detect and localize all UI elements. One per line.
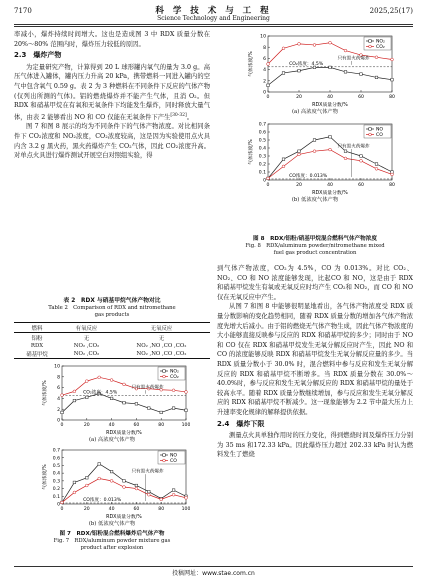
paragraph: 图 7 和图 8 展示的均为不同条件下的气体产物浓度。对比相同条件下 CO₂浓度和 NO₂浓度，CO₂浓度较高，这是因为实验使用点火具内含 3.2 g 黑火药，黑火药爆炸产生 CO₂气体，因此 CO₂浓度升高。对单点火具进行爆炸测试开展空白对照组实验，得 (14, 123, 210, 160)
x-axis-label: RDX质量分数/% (312, 191, 348, 196)
data-point (344, 150, 347, 153)
y-tick-label: 6 (263, 57, 266, 62)
y-tick-label: 0.1 (258, 170, 266, 176)
data-point (85, 380, 88, 383)
data-point (344, 71, 347, 74)
series-line (268, 67, 392, 85)
table-cell: 铝粉 (31, 335, 43, 342)
legend-label: NO₂ (170, 369, 179, 375)
data-point (172, 493, 175, 496)
header-rule-thin (14, 26, 413, 27)
y-tick-label: 0 (57, 502, 60, 508)
data-point (375, 56, 378, 59)
y-tick-label: 4 (263, 68, 266, 74)
data-point (313, 139, 316, 142)
data-point (61, 394, 64, 397)
data-point (110, 379, 113, 382)
left-column-text (14, 30, 210, 161)
table-caption (14, 298, 210, 320)
y-tick-label: 0.7 (52, 448, 60, 454)
x-axis-label: RDX质量分数/% (106, 431, 142, 436)
data-point (391, 173, 394, 176)
table-header-row (14, 323, 210, 333)
data-point (267, 84, 270, 87)
y-tick-label: 8 (57, 375, 60, 381)
table-cell: 无 (83, 335, 90, 342)
data-point (61, 411, 64, 414)
data-point (172, 489, 175, 492)
legend-label: CO (376, 133, 383, 139)
footer-url: 投稿网址：www.stae.com.cn (172, 570, 255, 577)
table-row (14, 349, 210, 359)
x-tick-label: 0 (266, 183, 270, 188)
table-cell: NO₂ ,NO ,CO ,CO₂ (136, 342, 187, 349)
data-point (172, 407, 175, 410)
legend-marker (163, 370, 166, 373)
fig7b-subcaption: (b) 低浓度气体产物 (88, 521, 136, 527)
x-axis-label: RDX质量分数/% (312, 103, 348, 108)
legend-label: NO (376, 127, 384, 133)
data-point (61, 501, 64, 504)
paragraph: 到气体产物浓度，CO₂为 4.5%，CO 为 0.013%。对比 CO₂、NO₂、CO 和 NO 浓度能够发现，比起CO 和 NO，这是由于 RDX 和硝基甲烷发生有氧或无氧反应时均产生 CO₂和 NO₂，而 CO 和 NO 仅在无氧反应中产生。 (217, 265, 413, 301)
table-row (14, 333, 210, 343)
data-point (73, 491, 76, 494)
data-point (375, 76, 378, 79)
data-point (98, 376, 101, 379)
journal-subtitle: Science Technology and Engineering (157, 15, 270, 22)
y-tick-label: 4 (57, 397, 60, 402)
table-header-cell: 无氧反应 (113, 323, 210, 333)
table-cell: NO₂ ,CO₂ (73, 342, 100, 349)
x-tick-label: 20 (296, 95, 302, 100)
y-axis-label: 气体浓度/% (249, 51, 254, 77)
table-title-en: Table 2 Comparison of RDX and nitromethane (48, 305, 176, 312)
y-tick-label: 0.4 (52, 471, 60, 477)
y-tick-label: 0.1 (52, 494, 60, 500)
issue-number: 2025,25(17) (369, 7, 413, 15)
data-point (185, 391, 188, 394)
data-point (123, 486, 126, 489)
data-point (298, 69, 301, 72)
data-point (344, 157, 347, 160)
x-tick-label: 0 (60, 507, 64, 512)
table-cell: NO₂ ,CO₂ (60, 349, 113, 359)
data-point (329, 136, 332, 139)
reference-label: CO₂浓度：4.5% (83, 390, 118, 396)
fig8b-subcaption: (b) 低浓度气体产物 (291, 197, 339, 203)
data-point (135, 403, 138, 406)
x-tick-label: 80 (389, 95, 395, 100)
x-tick-label: 80 (158, 423, 165, 428)
table-row (14, 342, 210, 349)
data-point (110, 470, 113, 473)
y-tick-label: 0.7 (258, 122, 266, 128)
y-tick-label: 6 (57, 386, 60, 392)
x-tick-label: 60 (133, 423, 140, 428)
annotation-text: 只有黑火药爆炸 (337, 56, 370, 62)
y-tick-label: 2 (57, 407, 60, 413)
series-line (62, 464, 186, 503)
x-tick-label: 20 (83, 423, 90, 428)
legend-marker (163, 454, 166, 457)
data-point (267, 177, 270, 180)
legend-marker (369, 128, 372, 131)
data-point (123, 401, 126, 404)
y-tick-label: 10 (54, 364, 60, 370)
data-point (313, 44, 316, 47)
annotation-text: 只有黑火药爆炸 (337, 144, 370, 150)
x-axis-label: RDX质量分数/% (106, 515, 142, 520)
data-point (135, 484, 138, 487)
y-tick-label: 0 (263, 90, 266, 96)
footer-rule (14, 566, 413, 567)
data-point (282, 165, 285, 168)
x-tick-label: 40 (327, 95, 333, 100)
fig7-caption-en: Fig. 7 RDX/aluminum powder mixture gas (53, 538, 171, 545)
data-point (110, 397, 113, 400)
data-point (73, 399, 76, 402)
section-heading: 2.4 爆炸下限 (217, 419, 265, 428)
data-point (98, 463, 101, 466)
data-point (98, 477, 101, 480)
legend-marker (163, 459, 166, 462)
y-tick-label: 0.6 (258, 130, 266, 136)
legend-label: NO₂ (376, 39, 385, 45)
x-tick-label: 60 (358, 95, 364, 100)
fig8a-chart (246, 32, 396, 108)
fig8-caption (217, 236, 413, 258)
annotation-text: 只有黑火药爆炸 (131, 385, 164, 391)
right-column-text (217, 264, 413, 460)
data-point (135, 487, 138, 490)
y-axis-label: 气体浓度/% (43, 380, 48, 406)
x-tick-label: 40 (108, 507, 115, 512)
annotation-text: 只有黑火药爆炸 (131, 469, 164, 475)
journal-title: 科 学 技 术 与 工 程 (155, 6, 272, 16)
data-point (73, 390, 76, 393)
x-tick-label: 100 (181, 507, 190, 512)
legend-marker (369, 40, 372, 43)
paragraph (14, 63, 210, 123)
x-tick-label: 40 (327, 183, 333, 188)
paragraph: 从图 7 和图 8 中能够很明显地看出，各气体产物浓度受 RDX 质量分数影响的变化趋势相同，随着 RDX 质量分数的增加各气体产物浓度先增大后减小。由于铝的燃烧无气体产物生成，因此气体产物浓度的大小能够直接反映参与反应的 RDX 和硝基甲烷的多少；同时由于 NO 和 CO 仅在 RDX 和硝基甲烷发生无氧分解反应时产生，因此 NO 和 CO 的浓度能够反映 RDX 和硝基甲烷发生无氧分解反应量的多少。当 RDX 质量分数小于 30.0% 时，混合燃料中参与反应和发生无氧分解反应的 RDX 和硝基甲烷不断增多。当 RDX 质量分数在 30.0%～40.0%时，参与反应和发生无氧分解反应的 RDX 和硝基甲烷的量处于较高水平。随着 RDX 质量分数继续增加，参与反应和发生无氧分解反应的 RDX 和硝基甲烷不断减少。这一现象能够为 2.2 节中最大压力上升速率变化规律的解释提供依据。 (217, 303, 414, 416)
y-tick-label: 0.5 (258, 138, 266, 144)
paragraph: 率减小，爆炸持续时间增大。这也是造成图 3 中 RDX 质量分数在 20%～80% 范围内时，爆炸压力较低的原因。 (14, 31, 210, 48)
data-point (110, 479, 113, 482)
data-point (375, 167, 378, 170)
data-point (123, 383, 126, 386)
y-tick-label: 0.6 (52, 456, 60, 462)
data-point (344, 49, 347, 52)
data-point (86, 396, 89, 399)
data-point (360, 159, 363, 162)
data-point (298, 153, 301, 156)
paragraph-body: 为定量研究产物，计算得到 20 L 球形罐内氧气的量为 3.0 g。高压气体进入罐体，罐内压力升高 20 kPa，携带燃料一同进入罐内的空气中包含氧气 0.59 g。表 2 为 3 种燃料在不同条件下反应的气体产物(仅列出所测的气体)。铝的燃烧爆炸并不能产生气体，且消 O₂。但 RDX 和硝基甲烷在有氧和无氧条件下均能发生爆炸，同时释放大量气体，由表 2 能够看出 NO 和 CO 仅能在无氧条件下产生 (14, 63, 210, 121)
x-tick-label: 80 (158, 507, 165, 512)
data-point (282, 72, 285, 75)
comparison-table (14, 322, 210, 359)
data-point (172, 389, 175, 392)
data-point (298, 150, 301, 153)
data-point (282, 47, 285, 50)
legend-label: NO (170, 453, 178, 459)
fig7b-chart (40, 446, 190, 520)
data-point (86, 476, 89, 479)
legend-marker (369, 45, 372, 48)
data-point (123, 480, 126, 483)
fig7-caption-en: product after explosion (80, 545, 144, 552)
fig8a-subcaption: (a) 高浓度气体产物 (291, 109, 339, 115)
data-point (391, 58, 394, 61)
data-point (360, 73, 363, 76)
reference-label: CO浓度：0.013% (289, 173, 328, 179)
x-tick-label: 0 (60, 423, 64, 428)
data-point (391, 78, 394, 81)
y-tick-label: 2 (263, 79, 266, 85)
fig7-caption-cn: 图 7 RDX/铝粉混合燃料爆炸后气体产物 (59, 531, 165, 537)
section-heading: 2.3 爆炸产物 (14, 51, 62, 60)
y-axis-label: 气体浓度/% (249, 139, 254, 165)
y-tick-label: 0.3 (258, 154, 266, 160)
citation: [30-32] (170, 112, 187, 118)
data-point (329, 41, 332, 44)
table-cell: 硝基甲烷 (14, 349, 60, 359)
data-point (160, 498, 163, 501)
legend-marker (369, 133, 372, 136)
table-header-cell: 燃料 (14, 323, 60, 333)
table-cell: 无 (158, 335, 165, 342)
header-rule (14, 24, 413, 25)
data-point (160, 411, 163, 414)
x-tick-label: 60 (358, 183, 364, 188)
y-tick-label: 0.2 (258, 162, 266, 168)
fig7-caption (14, 531, 210, 553)
y-tick-label: 0.5 (52, 464, 60, 470)
paragraph: 测量点火具单独作用时的压力变化，得到燃烧时间及爆炸压力分别为 35 ms 和172.33 kPa。因此爆炸压力超过 202.33 kPa 时认为燃料发生了燃烧 (217, 432, 413, 459)
data-point (73, 481, 76, 484)
fig8b-chart (246, 120, 396, 196)
data-point (375, 163, 378, 166)
y-tick-label: 10 (260, 34, 266, 40)
y-tick-label: 0.3 (52, 479, 60, 485)
fig8-caption-en: fuel gas product concentration (273, 250, 357, 257)
data-point (298, 42, 301, 45)
data-point (147, 493, 150, 496)
reference-label: CO浓度：0.013% (83, 497, 122, 503)
y-axis-label: 气体浓度/% (43, 464, 48, 490)
reference-label: CO₂浓度：4.5% (289, 61, 324, 67)
x-tick-label: 20 (83, 507, 90, 512)
y-tick-label: 0 (263, 178, 266, 184)
table-title-cn: 表 2 RDX 与硝基甲烷气体产物对比 (63, 298, 161, 304)
series-line (268, 150, 392, 179)
fig8-caption-cn: 图 8 RDX/铝粉/硝基甲烷混合燃料气体产物浓度 (253, 236, 377, 242)
data-point (360, 155, 363, 158)
legend-marker (163, 375, 166, 378)
paragraph-end: 。 (186, 113, 194, 121)
data-point (148, 490, 151, 493)
legend-label: CO₂ (376, 45, 385, 51)
x-tick-label: 60 (133, 507, 140, 512)
series-line (268, 137, 392, 179)
data-point (148, 407, 151, 410)
x-tick-label: 100 (181, 423, 190, 428)
data-point (329, 148, 332, 151)
x-tick-label: 80 (389, 183, 395, 188)
data-point (85, 484, 88, 487)
table-cell: NO₂ ,NO ,CO ,CO₂ (113, 349, 210, 359)
table-title-en: gas products (94, 312, 130, 319)
data-point (185, 409, 188, 412)
data-point (267, 63, 270, 66)
fig8-caption-en: Fig. 8 RDX/aluminum powder/nitromethane mixed (245, 243, 385, 250)
y-tick-label: 0.2 (52, 487, 60, 493)
y-tick-label: 0 (57, 418, 60, 424)
fig7a-chart (40, 362, 190, 436)
x-tick-label: 20 (296, 183, 302, 188)
page-number: 7170 (14, 7, 32, 15)
y-tick-label: 8 (263, 45, 266, 51)
table-header-cell: 有氧反应 (60, 323, 113, 333)
data-point (329, 66, 332, 69)
legend-label: CO (170, 459, 177, 465)
data-point (313, 150, 316, 153)
y-tick-label: 0.4 (258, 146, 266, 152)
x-tick-label: 40 (108, 423, 115, 428)
data-point (185, 496, 188, 499)
legend-label: CO₂ (170, 375, 179, 381)
fig7a-subcaption: (a) 高浓度气体产物 (88, 437, 136, 443)
data-point (282, 158, 285, 161)
table-cell: RDX (30, 342, 44, 349)
x-tick-label: 0 (266, 95, 270, 100)
